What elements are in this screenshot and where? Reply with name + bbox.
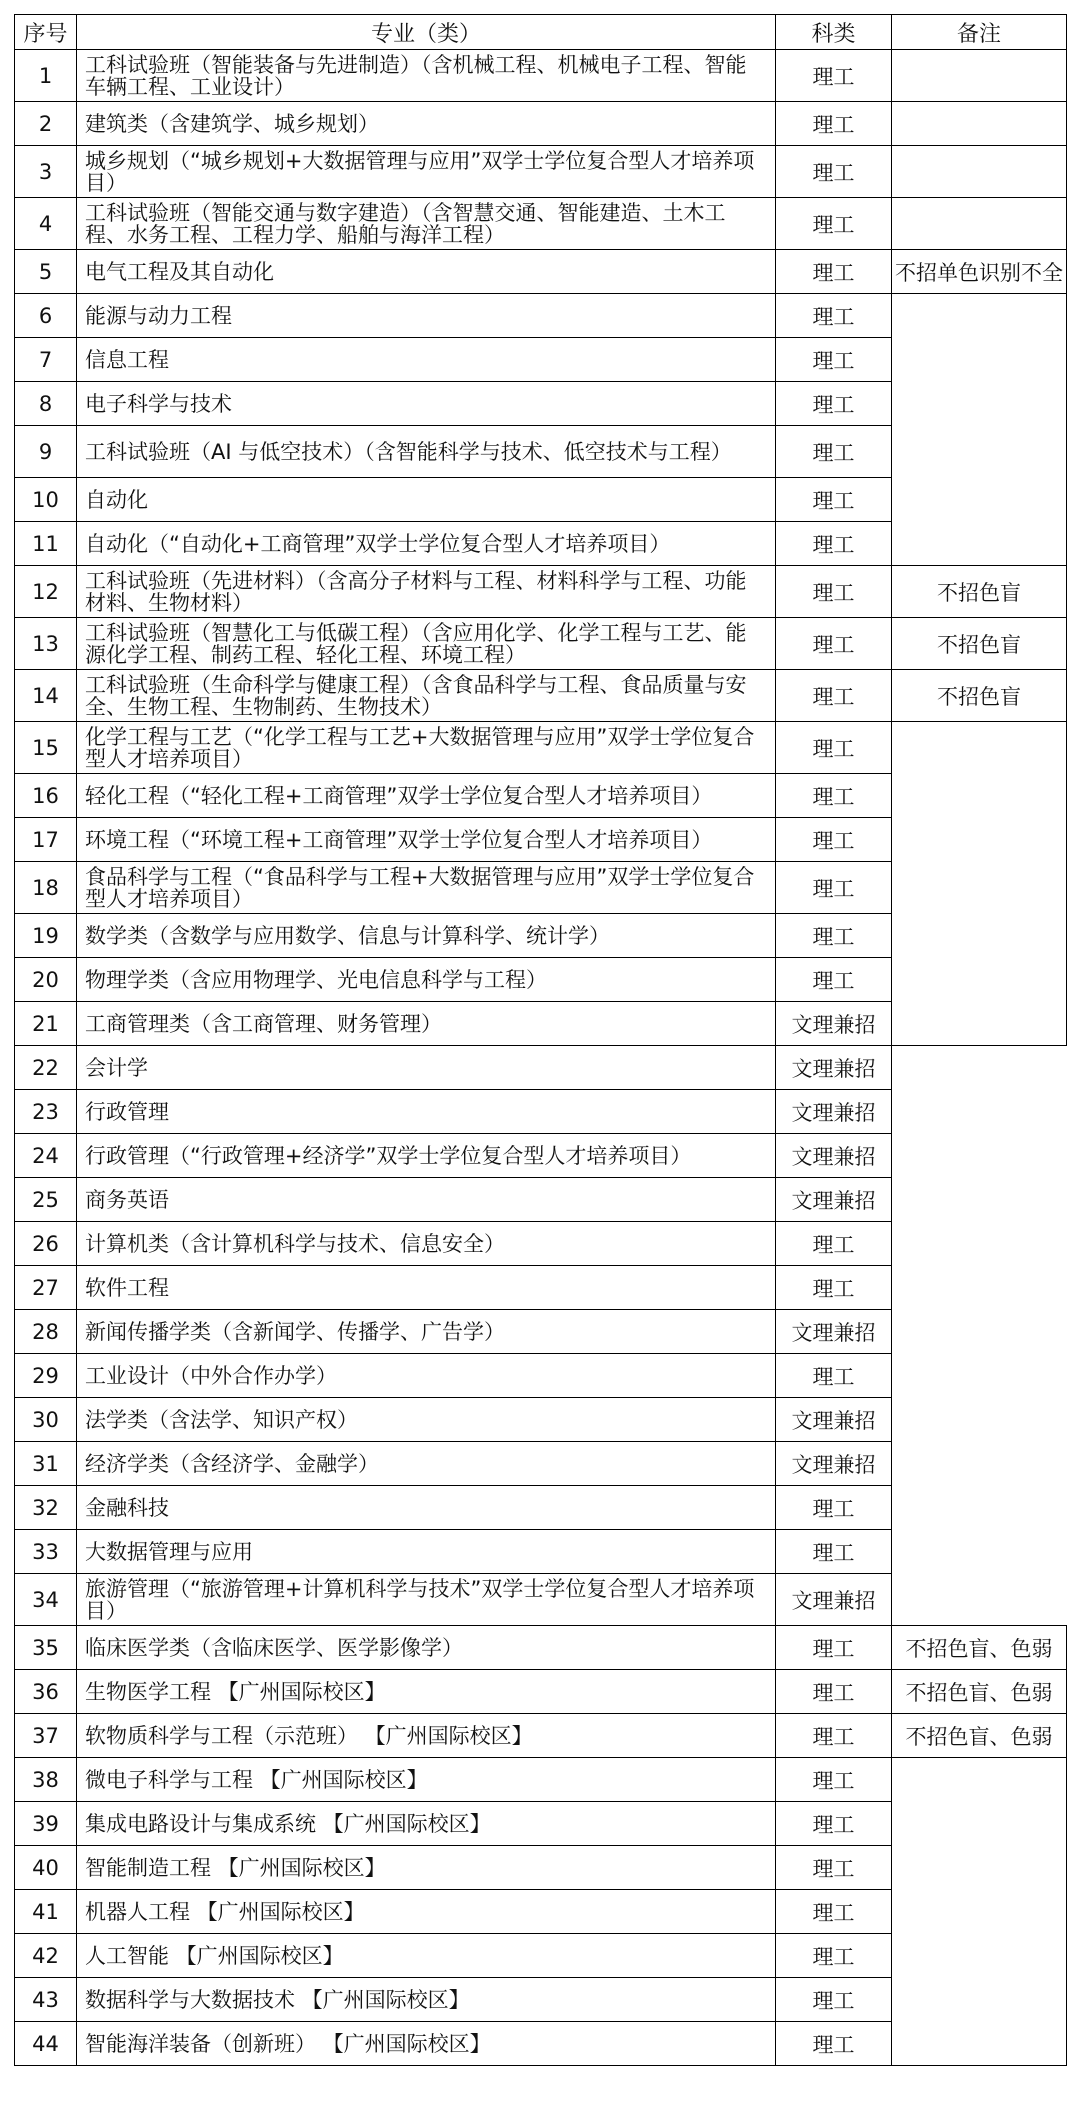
row-category: 理工 (776, 1626, 892, 1670)
row-number: 20 (15, 958, 77, 1002)
majors-table (14, 14, 1067, 2066)
row-major: 商务英语 (77, 1178, 776, 1222)
table-row (15, 50, 1067, 102)
row-note (892, 1758, 1067, 2066)
row-number: 21 (15, 1002, 77, 1046)
row-category: 理工 (776, 1978, 892, 2022)
row-note: 不招色盲 (892, 566, 1067, 618)
row-major: 生物医学工程 【广州国际校区】 (77, 1670, 776, 1714)
row-number: 41 (15, 1890, 77, 1934)
row-category: 文理兼招 (776, 1310, 892, 1354)
row-note (892, 50, 1067, 102)
table-row (15, 1486, 1067, 1530)
row-category: 理工 (776, 1890, 892, 1934)
row-category: 理工 (776, 1354, 892, 1398)
row-category: 理工 (776, 566, 892, 618)
row-note (892, 198, 1067, 250)
row-note: 不招色盲、色弱 (892, 1714, 1067, 1758)
row-major: 软件工程 (77, 1266, 776, 1310)
row-number: 42 (15, 1934, 77, 1978)
row-category: 理工 (776, 50, 892, 102)
row-major: 自动化 (77, 478, 776, 522)
row-major: 工科试验班（生命科学与健康工程）（含食品科学与工程、食品质量与安全、生物工程、生物制药、生物技术） (77, 670, 776, 722)
row-number: 7 (15, 338, 77, 382)
row-major: 自动化（“自动化+工商管理”双学士学位复合型人才培养项目） (77, 522, 776, 566)
row-number: 12 (15, 566, 77, 618)
row-category: 理工 (776, 146, 892, 198)
table-row (15, 1046, 1067, 1090)
row-category: 理工 (776, 338, 892, 382)
row-category: 理工 (776, 1758, 892, 1802)
row-number: 18 (15, 862, 77, 914)
table-row (15, 102, 1067, 146)
row-major: 法学类（含法学、知识产权） (77, 1398, 776, 1442)
row-major: 智能制造工程 【广州国际校区】 (77, 1846, 776, 1890)
row-number: 6 (15, 294, 77, 338)
row-category: 理工 (776, 198, 892, 250)
row-number: 3 (15, 146, 77, 198)
row-major: 工业设计（中外合作办学） (77, 1354, 776, 1398)
table-body (15, 50, 1067, 2066)
row-major: 化学工程与工艺（“化学工程与工艺+大数据管理与应用”双学士学位复合型人才培养项目） (77, 722, 776, 774)
row-category: 理工 (776, 618, 892, 670)
row-number: 40 (15, 1846, 77, 1890)
row-category: 理工 (776, 722, 892, 774)
row-major: 行政管理（“行政管理+经济学”双学士学位复合型人才培养项目） (77, 1134, 776, 1178)
row-number: 37 (15, 1714, 77, 1758)
row-number: 24 (15, 1134, 77, 1178)
row-number: 38 (15, 1758, 77, 1802)
table-row (15, 618, 1067, 670)
row-category: 文理兼招 (776, 1442, 892, 1486)
table-row (15, 1758, 1067, 1802)
row-number: 26 (15, 1222, 77, 1266)
row-number: 33 (15, 1530, 77, 1574)
row-category: 理工 (776, 250, 892, 294)
row-category: 文理兼招 (776, 1574, 892, 1626)
table-row (15, 1222, 1067, 1266)
table-row (15, 1266, 1067, 1310)
row-number: 1 (15, 50, 77, 102)
row-category: 文理兼招 (776, 1134, 892, 1178)
row-note: 不招单色识别不全 (892, 250, 1067, 294)
header-major: 专业（类） (77, 15, 776, 50)
row-category: 理工 (776, 670, 892, 722)
row-category: 理工 (776, 1714, 892, 1758)
table-row (15, 1354, 1067, 1398)
row-number: 44 (15, 2022, 77, 2066)
row-number: 30 (15, 1398, 77, 1442)
row-major: 集成电路设计与集成系统 【广州国际校区】 (77, 1802, 776, 1846)
row-major: 信息工程 (77, 338, 776, 382)
row-category: 理工 (776, 478, 892, 522)
row-category: 理工 (776, 774, 892, 818)
row-category: 理工 (776, 1802, 892, 1846)
table-row (15, 250, 1067, 294)
table-row (15, 198, 1067, 250)
row-major: 新闻传播学类（含新闻学、传播学、广告学） (77, 1310, 776, 1354)
row-number: 16 (15, 774, 77, 818)
row-number: 36 (15, 1670, 77, 1714)
row-number: 34 (15, 1574, 77, 1626)
row-major: 电气工程及其自动化 (77, 250, 776, 294)
header-category: 科类 (776, 15, 892, 50)
header-note: 备注 (892, 15, 1067, 50)
table-row (15, 1090, 1067, 1134)
row-major: 工科试验班（智慧化工与低碳工程）（含应用化学、化学工程与工艺、能源化学工程、制药工程、轻化工程、环境工程） (77, 618, 776, 670)
row-note: 不招色盲 (892, 670, 1067, 722)
row-major: 计算机类（含计算机科学与技术、信息安全） (77, 1222, 776, 1266)
row-major: 微电子科学与工程 【广州国际校区】 (77, 1758, 776, 1802)
row-category: 理工 (776, 426, 892, 478)
row-number: 19 (15, 914, 77, 958)
row-note (892, 722, 1067, 1046)
row-number: 28 (15, 1310, 77, 1354)
row-number: 25 (15, 1178, 77, 1222)
table-row (15, 1310, 1067, 1354)
row-category: 理工 (776, 522, 892, 566)
row-note: 不招色盲、色弱 (892, 1626, 1067, 1670)
table-row (15, 566, 1067, 618)
row-major: 智能海洋装备（创新班） 【广州国际校区】 (77, 2022, 776, 2066)
row-category: 文理兼招 (776, 1178, 892, 1222)
row-number: 2 (15, 102, 77, 146)
row-number: 15 (15, 722, 77, 774)
row-major: 软物质科学与工程（示范班） 【广州国际校区】 (77, 1714, 776, 1758)
row-number: 35 (15, 1626, 77, 1670)
row-number: 32 (15, 1486, 77, 1530)
row-category: 理工 (776, 294, 892, 338)
row-number: 10 (15, 478, 77, 522)
row-major: 物理学类（含应用物理学、光电信息科学与工程） (77, 958, 776, 1002)
row-note: 不招色盲、色弱 (892, 1670, 1067, 1714)
table-row (15, 1670, 1067, 1714)
row-major: 环境工程（“环境工程+工商管理”双学士学位复合型人才培养项目） (77, 818, 776, 862)
table-row (15, 1714, 1067, 1758)
row-major: 数据科学与大数据技术 【广州国际校区】 (77, 1978, 776, 2022)
row-major: 城乡规划（“城乡规划+大数据管理与应用”双学士学位复合型人才培养项目） (77, 146, 776, 198)
row-category: 理工 (776, 1486, 892, 1530)
row-major: 工科试验班（智能交通与数字建造）（含智慧交通、智能建造、土木工程、水务工程、工程力学、船舶与海洋工程） (77, 198, 776, 250)
row-category: 理工 (776, 2022, 892, 2066)
row-major: 人工智能 【广州国际校区】 (77, 1934, 776, 1978)
row-number: 22 (15, 1046, 77, 1090)
header-no: 序号 (15, 15, 77, 50)
table-row (15, 670, 1067, 722)
table-row (15, 1574, 1067, 1626)
row-category: 文理兼招 (776, 1398, 892, 1442)
row-category: 理工 (776, 914, 892, 958)
row-number: 17 (15, 818, 77, 862)
row-number: 9 (15, 426, 77, 478)
row-major: 数学类（含数学与应用数学、信息与计算科学、统计学） (77, 914, 776, 958)
row-major: 会计学 (77, 1046, 776, 1090)
row-category: 理工 (776, 1266, 892, 1310)
row-major: 机器人工程 【广州国际校区】 (77, 1890, 776, 1934)
row-major: 工商管理类（含工商管理、财务管理） (77, 1002, 776, 1046)
row-number: 27 (15, 1266, 77, 1310)
header-row (15, 15, 1067, 50)
row-major: 工科试验班（AI 与低空技术）（含智能科学与技术、低空技术与工程） (77, 426, 776, 478)
row-number: 8 (15, 382, 77, 426)
row-category: 理工 (776, 1670, 892, 1714)
row-number: 31 (15, 1442, 77, 1486)
row-major: 金融科技 (77, 1486, 776, 1530)
row-number: 29 (15, 1354, 77, 1398)
row-number: 11 (15, 522, 77, 566)
row-number: 5 (15, 250, 77, 294)
row-category: 文理兼招 (776, 1046, 892, 1090)
table-row (15, 1442, 1067, 1486)
row-note (892, 102, 1067, 146)
row-major: 电子科学与技术 (77, 382, 776, 426)
row-category: 理工 (776, 1934, 892, 1978)
table-row (15, 1626, 1067, 1670)
row-major: 旅游管理（“旅游管理+计算机科学与技术”双学士学位复合型人才培养项目） (77, 1574, 776, 1626)
row-category: 理工 (776, 1846, 892, 1890)
row-number: 13 (15, 618, 77, 670)
row-category: 理工 (776, 382, 892, 426)
row-category: 理工 (776, 102, 892, 146)
row-category: 理工 (776, 958, 892, 1002)
table-row (15, 722, 1067, 774)
row-note (892, 294, 1067, 566)
row-major: 能源与动力工程 (77, 294, 776, 338)
row-category: 理工 (776, 1530, 892, 1574)
table-row (15, 1530, 1067, 1574)
row-number: 39 (15, 1802, 77, 1846)
row-category: 文理兼招 (776, 1090, 892, 1134)
row-major: 工科试验班（先进材料）（含高分子材料与工程、材料科学与工程、功能材料、生物材料） (77, 566, 776, 618)
table-row (15, 1134, 1067, 1178)
row-note: 不招色盲 (892, 618, 1067, 670)
row-number: 23 (15, 1090, 77, 1134)
row-major: 行政管理 (77, 1090, 776, 1134)
row-note (892, 146, 1067, 198)
row-major: 食品科学与工程（“食品科学与工程+大数据管理与应用”双学士学位复合型人才培养项目） (77, 862, 776, 914)
row-number: 4 (15, 198, 77, 250)
row-category: 理工 (776, 1222, 892, 1266)
table-row (15, 1398, 1067, 1442)
table-row (15, 146, 1067, 198)
row-major: 工科试验班（智能装备与先进制造）（含机械工程、机械电子工程、智能车辆工程、工业设计） (77, 50, 776, 102)
row-category: 理工 (776, 862, 892, 914)
row-category: 理工 (776, 818, 892, 862)
table-row (15, 1178, 1067, 1222)
row-major: 经济学类（含经济学、金融学） (77, 1442, 776, 1486)
table-row (15, 294, 1067, 338)
row-major: 轻化工程（“轻化工程+工商管理”双学士学位复合型人才培养项目） (77, 774, 776, 818)
row-major: 大数据管理与应用 (77, 1530, 776, 1574)
row-number: 43 (15, 1978, 77, 2022)
row-number: 14 (15, 670, 77, 722)
row-category: 文理兼招 (776, 1002, 892, 1046)
row-major: 建筑类（含建筑学、城乡规划） (77, 102, 776, 146)
row-major: 临床医学类（含临床医学、医学影像学） (77, 1626, 776, 1670)
